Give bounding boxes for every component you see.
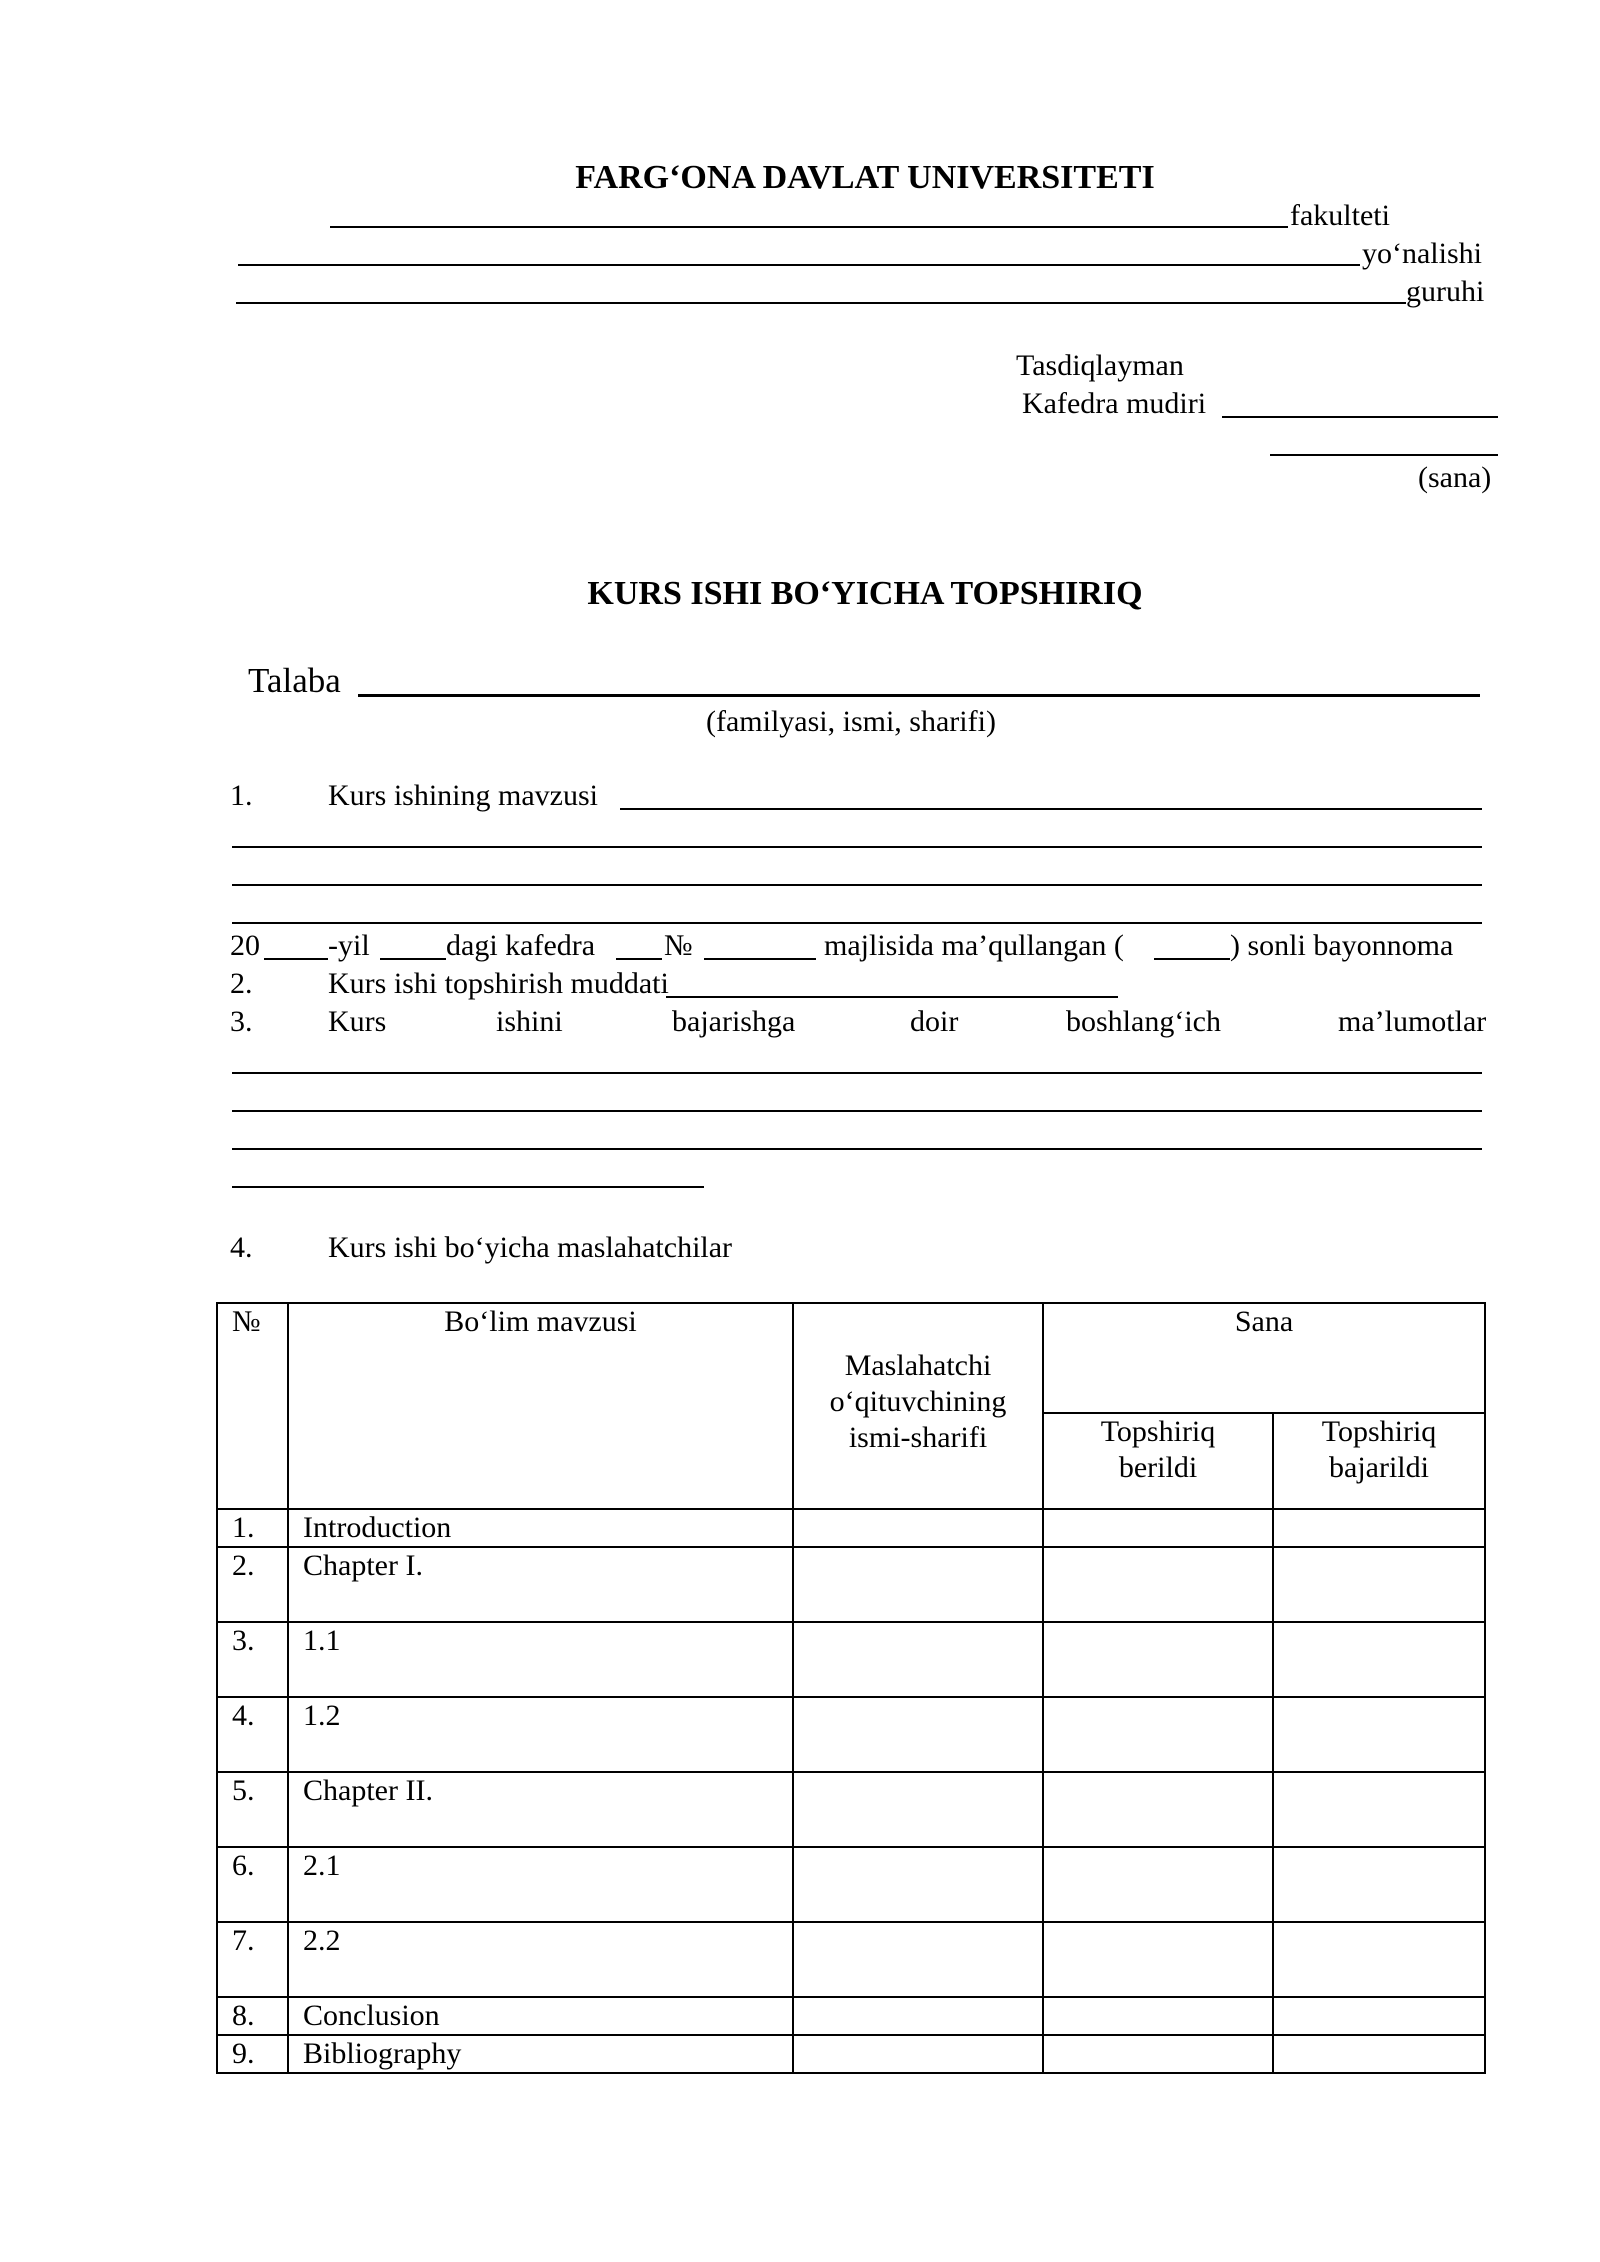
row-section: 1.2 [288, 1697, 793, 1772]
table-row [217, 1697, 1485, 1772]
item-3-word-3: bajarishga [672, 1005, 796, 1038]
row-number: 4. [217, 1697, 288, 1772]
row-number: 1. [217, 1509, 288, 1547]
initial-data-line-4[interactable] [232, 1186, 704, 1188]
row-given-cell[interactable] [1043, 2035, 1273, 2073]
row-section: 2.2 [288, 1922, 793, 1997]
student-caption: (familyasi, ismi, sharifi) [706, 705, 996, 738]
row-number: 2. [217, 1547, 288, 1622]
row-section: Conclusion [288, 1997, 793, 2035]
table-row [217, 1772, 1485, 1847]
item-3-word-4: doir [910, 1005, 959, 1038]
row-section: Chapter II. [288, 1772, 793, 1847]
row-given-cell[interactable] [1043, 1922, 1273, 1997]
item-3-word-5: boshlang‘ich [1066, 1005, 1221, 1038]
initial-data-line-1[interactable] [232, 1072, 1482, 1074]
topic-line-4[interactable] [232, 922, 1482, 924]
group-label: guruhi [1406, 275, 1485, 308]
header-number: № [217, 1303, 288, 1509]
row-advisor-cell[interactable] [793, 1922, 1043, 1997]
direction-line[interactable] [238, 264, 1360, 266]
row-number: 9. [217, 2035, 288, 2073]
row-done-cell[interactable] [1273, 2035, 1485, 2073]
protocol-suffix: ) sonli bayonnoma [1230, 929, 1454, 962]
student-name-line[interactable] [358, 694, 1480, 697]
item-4-label: Kurs ishi bo‘yicha maslahatchilar [328, 1231, 733, 1264]
row-advisor-cell[interactable] [793, 1772, 1043, 1847]
header-task-done [1273, 1413, 1485, 1509]
row-number: 3. [217, 1622, 288, 1697]
row-done-cell[interactable] [1273, 1772, 1485, 1847]
row-advisor-cell[interactable] [793, 1509, 1043, 1547]
row-number: 5. [217, 1772, 288, 1847]
row-given-cell[interactable] [1043, 1622, 1273, 1697]
item-3-word-2: ishini [496, 1005, 563, 1038]
group-line[interactable] [236, 302, 1406, 304]
row-done-cell[interactable] [1273, 1697, 1485, 1772]
item-4-number: 4. [230, 1231, 253, 1264]
table-row [217, 1847, 1485, 1922]
protocol-meeting: majlisida ma’qullangan ( [824, 929, 1124, 962]
protocol-number-value-blank[interactable] [704, 958, 816, 960]
header-advisor-line-3: ismi-sharifi [848, 1421, 988, 1454]
header-advisor [793, 1303, 1043, 1509]
protocol-number-sign: № [664, 929, 693, 962]
row-given-cell[interactable] [1043, 1772, 1273, 1847]
row-given-cell[interactable] [1043, 1697, 1273, 1772]
topic-line-2[interactable] [232, 846, 1482, 848]
faculty-line[interactable] [330, 226, 1288, 228]
row-advisor-cell[interactable] [793, 2035, 1043, 2073]
table-row [217, 2035, 1485, 2073]
university-title: FARG‘ONA DAVLAT UNIVERSITETI [575, 159, 1155, 196]
header-advisor-line-2: o‘qituvchining [829, 1385, 1007, 1418]
header-task-done-line-1: Topshiriq [1321, 1415, 1437, 1448]
document-title: KURS ISHI BO‘YICHA TOPSHIRIQ [587, 575, 1143, 612]
row-done-cell[interactable] [1273, 1547, 1485, 1622]
row-number: 6. [217, 1847, 288, 1922]
table-row [217, 1922, 1485, 1997]
item-3-word-6: ma’lumotlar [1338, 1005, 1487, 1038]
row-done-cell[interactable] [1273, 1997, 1485, 2035]
header-section-topic: Bo‘lim mavzusi [288, 1303, 793, 1509]
header-task-given [1043, 1413, 1273, 1509]
item-2-number: 2. [230, 967, 253, 1000]
header-task-done-line-2: bajarildi [1329, 1451, 1429, 1484]
row-section: Introduction [288, 1509, 793, 1547]
faculty-label: fakulteti [1290, 199, 1390, 232]
header-date: Sana [1043, 1303, 1485, 1413]
item-1-number: 1. [230, 779, 253, 812]
row-done-cell[interactable] [1273, 1509, 1485, 1547]
initial-data-line-3[interactable] [232, 1148, 1482, 1150]
item-3-number: 3. [230, 1005, 253, 1038]
item-3-word-1: Kurs [328, 1005, 387, 1038]
row-advisor-cell[interactable] [793, 1997, 1043, 2035]
row-section: Chapter I. [288, 1547, 793, 1622]
item-1-label: Kurs ishining mavzusi [328, 779, 598, 812]
topic-line-1[interactable] [620, 808, 1482, 810]
protocol-count-blank[interactable] [1154, 958, 1230, 960]
row-number: 7. [217, 1922, 288, 1997]
table-row [217, 1622, 1485, 1697]
date-line[interactable] [1270, 454, 1498, 456]
header-task-given-line-1: Topshiriq [1100, 1415, 1216, 1448]
protocol-number-blank[interactable] [616, 958, 662, 960]
date-caption: (sana) [1418, 461, 1492, 494]
protocol-year-blank[interactable] [264, 958, 328, 960]
row-advisor-cell[interactable] [793, 1697, 1043, 1772]
direction-label: yo‘nalishi [1362, 237, 1482, 270]
row-given-cell[interactable] [1043, 1847, 1273, 1922]
deadline-line[interactable] [666, 996, 1118, 998]
head-of-department-label: Kafedra mudiri [1022, 387, 1207, 420]
row-section: Bibliography [288, 2035, 793, 2073]
item-2-label: Kurs ishi topshirish muddati [328, 967, 669, 1000]
approve-label: Tasdiqlayman [1016, 349, 1184, 382]
table-row [217, 1509, 1485, 1547]
row-given-cell[interactable] [1043, 1509, 1273, 1547]
row-given-cell[interactable] [1043, 1997, 1273, 2035]
row-number: 8. [217, 1997, 288, 2035]
table-row [217, 1997, 1485, 2035]
row-section: 2.1 [288, 1847, 793, 1922]
topic-line-3[interactable] [232, 884, 1482, 886]
initial-data-line-2[interactable] [232, 1110, 1482, 1112]
row-section: 1.1 [288, 1622, 793, 1697]
row-advisor-cell[interactable] [793, 1847, 1043, 1922]
row-done-cell[interactable] [1273, 1622, 1485, 1697]
header-task-given-line-2: berildi [1118, 1451, 1198, 1484]
table-row [217, 1547, 1485, 1622]
protocol-year-suffix: -yil [328, 929, 370, 962]
row-advisor-cell[interactable] [793, 1622, 1043, 1697]
row-given-cell[interactable] [1043, 1547, 1273, 1622]
student-label: Talaba [248, 661, 341, 700]
protocol-department: dagi kafedra [446, 929, 596, 962]
row-done-cell[interactable] [1273, 1847, 1485, 1922]
row-advisor-cell[interactable] [793, 1547, 1043, 1622]
protocol-day-blank[interactable] [380, 958, 446, 960]
row-done-cell[interactable] [1273, 1922, 1485, 1997]
head-signature-line[interactable] [1222, 416, 1498, 418]
protocol-year-prefix: 20 [230, 929, 260, 962]
header-advisor-line-1: Maslahatchi [844, 1349, 992, 1382]
consultants-table [216, 1302, 1486, 2074]
